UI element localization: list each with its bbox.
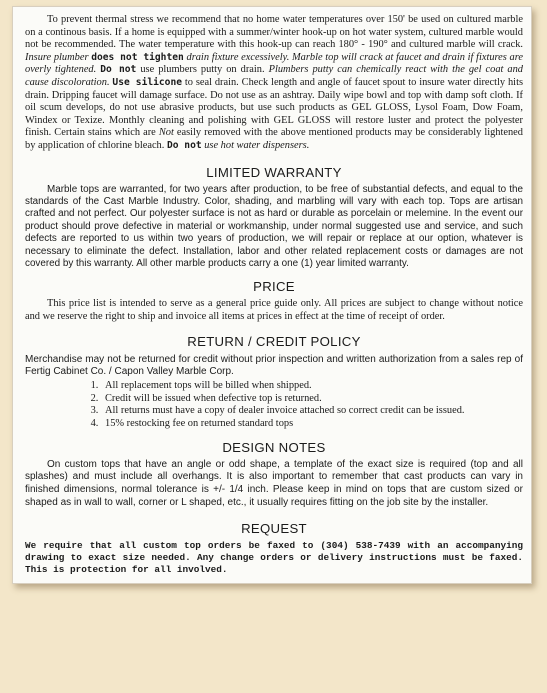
care-text-9: to seal drain. Check length and angle of faucet spout to insure water directly hits drain. Dripping faucet will damage surface. Do not use as an ashtray. Daily wipe bowl and top with damp soft cloth. If oil scum develops, do not use abrasive products, but use such products as GEL GLOSS, Lysol Foam, Dow Foam, Windex or Texize. Monthly cleaning and polishing with GEL GLOSS will restore luster and protect the polyester finish. Certain stains which are [25,76,523,139]
return-list [25,380,523,430]
request-heading: REQUEST [241,520,307,536]
document-page [12,6,532,584]
return-text: Merchandise may not be returned for credit without prior inspection and written authorization from a sales rep of Fertig Cabinet Co. / Capon Valley Marble Corp. [25,353,523,378]
return-item-2: 2. Credit will be issued when defective top is returned. [101,393,523,406]
care-text-6: use plumbers putty on drain. [140,64,265,76]
care-text-1: To prevent thermal stress we recommend that no home water temperatures over 150' be used on cultured marble on a continous basis. If a home is equipped with a summer/winter hook-up on hot water system, cultured marble would not be recommended. The water temperature with this hook-up can reach 180° - 190° and cultured marble will crack. [25,14,523,51]
return-item-1: 1. All replacement tops will be billed when shipped. [101,380,523,393]
care-text-2: Insure plumber [25,51,89,63]
warranty-heading: LIMITED WARRANTY [206,164,342,180]
design-heading: DESIGN NOTES [222,439,326,455]
return-item-4: 4. 15% restocking fee on returned standard tops [101,418,523,431]
care-instructions [25,14,523,153]
price-heading: PRICE [253,279,295,295]
care-text-8: Use silicone [112,76,182,88]
care-text-5: Do not [100,64,137,76]
price-text: This price list is intended to serve as a general price guide only. All prices are subject to change without notice and we reserve the right to ship and invoice all items at prices in effect at the time of receipt of order. [25,298,523,322]
care-text-12: Do not [166,139,202,151]
return-heading: RETURN / CREDIT POLICY [187,333,361,349]
request-text: We require that all custom top orders be faxed to (304) 538-7439 with an accompanying drawing to exact size needed. Any change orders or delivery instructions must be faxed. This is protection for all involved. [25,539,523,575]
design-text: On custom tops that have an angle or odd shape, a template of the exact size is required (top and all splashes) and must include all overhangs. It is also important to remember that cast products can vary in finished dimensions, normal tolerance is +/- 1/4 inch. Please keep in mind on tops that are custom sized or shaped as in wall to wall, corner or L shaped, etc., it usually requires fitting on the job site by the installer. [25,458,523,508]
care-text-4: drain fixture excessively. Marble top will crack at faucet and drain if fixtures are overly tightened. [25,51,523,76]
warranty-text: Marble tops are warranted, for two years after production, to be free of substantial defects, and equal to the standards of the Cast Marble Industry. Color, shading, and marbling will vary with each top. Tops are artisan crafted and not perfect. Our polyester surface is not as hard or durable as porcelain or melemine. In the event our product should prove defective in material or workmanship, under normal suggested use and service, and such defects are reported to us within two years of production, we will repair or replace at our option, whatever is necessary to eliminate the defect. Installation, labor and other related replacement costs or damages are not covered by this warranty. All other marble products carry a one (1) year limited warranty. [25,183,523,269]
return-item-3: 3. All returns must have a copy of dealer invoice attached so correct credit can be issued. [101,405,523,418]
care-text-7: Plumbers putty can chemically react with the gel coat and cause discoloration. [25,64,523,88]
care-text-10: Not [158,127,174,139]
care-text-11: easily removed with the above mentioned products may be considerably lightened by application of chlorine bleach. [25,127,523,151]
care-text-3: does not tighten [91,51,184,63]
care-text-13: use hot water dispensers. [204,139,310,151]
